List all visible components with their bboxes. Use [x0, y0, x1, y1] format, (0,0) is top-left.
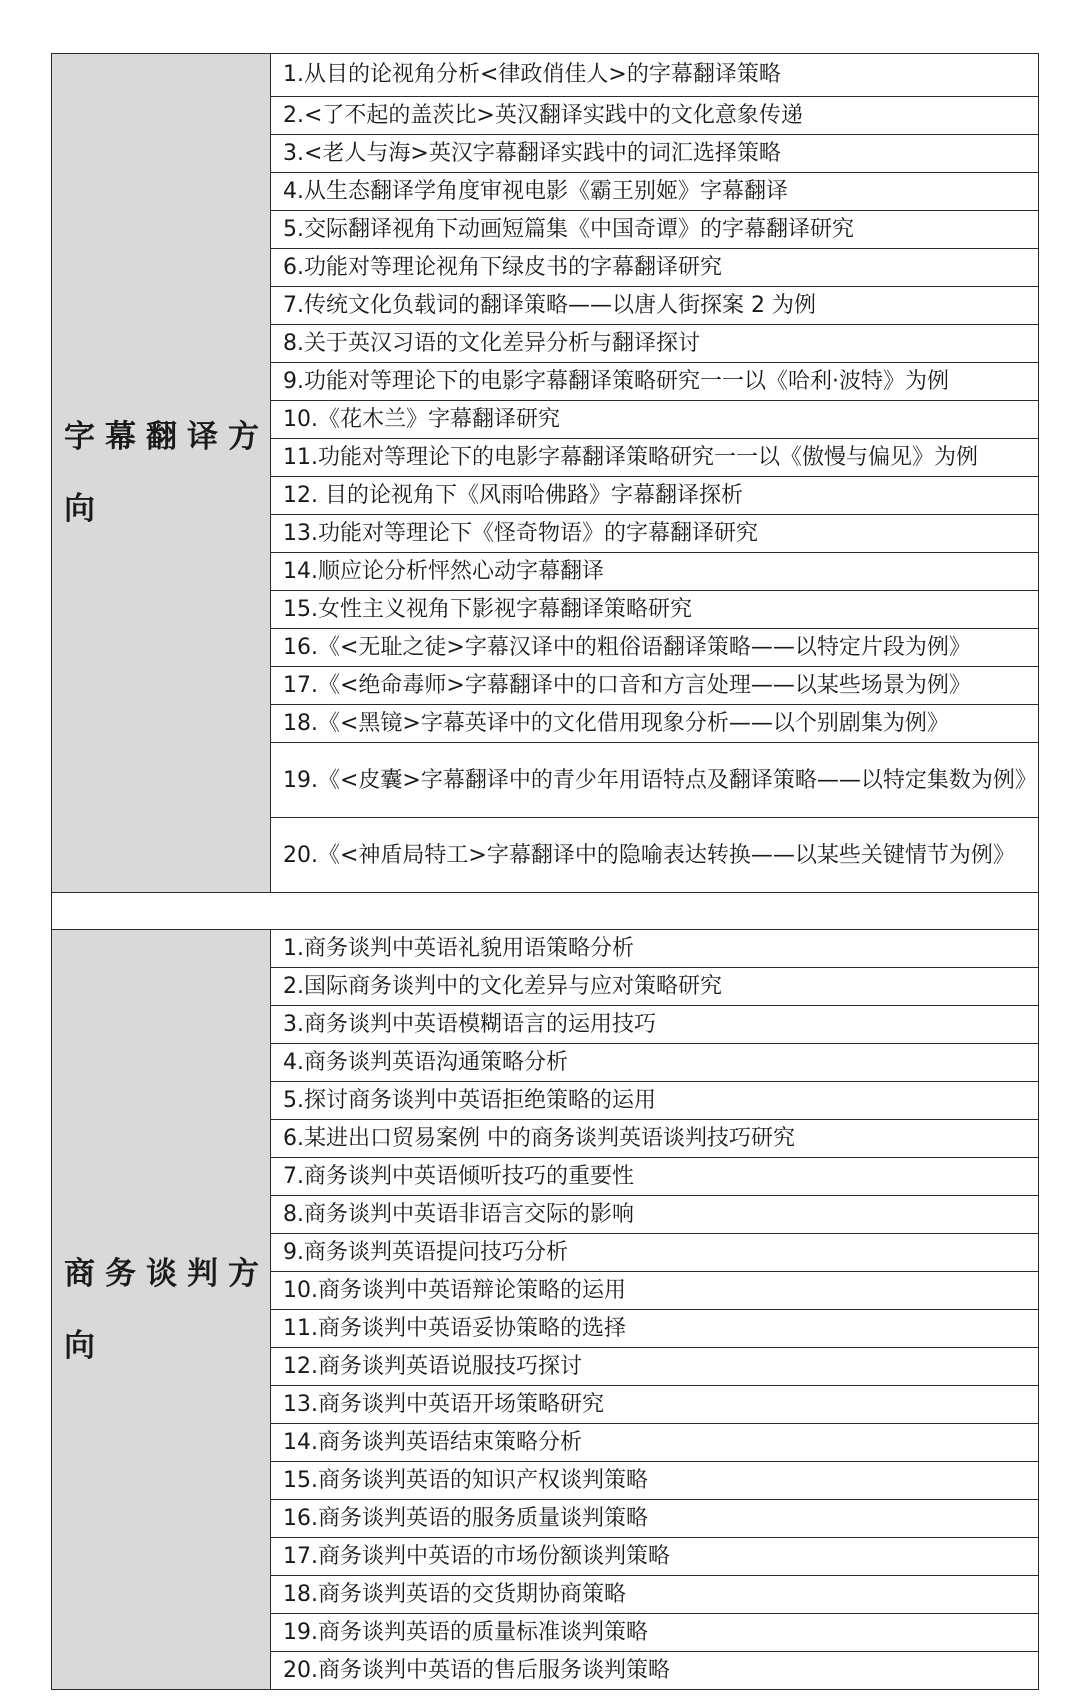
topic-item: 15.女性主义视角下影视字幕翻译策略研究 [271, 591, 1039, 629]
topic-item: 18.《<黑镜>字幕英译中的文化借用现象分析——以个别剧集为例》 [271, 705, 1039, 743]
topic-item: 10.商务谈判中英语辩论策略的运用 [271, 1272, 1039, 1310]
topic-item: 1.从目的论视角分析<律政俏佳人>的字幕翻译策略 [271, 54, 1039, 97]
topic-item: 7.商务谈判中英语倾听技巧的重要性 [271, 1158, 1039, 1196]
topic-item: 15.商务谈判英语的知识产权谈判策略 [271, 1462, 1039, 1500]
topic-item: 4.从生态翻译学角度审视电影《霸王别姬》字幕翻译 [271, 173, 1039, 211]
topic-item: 2.国际商务谈判中的文化差异与应对策略研究 [271, 968, 1039, 1006]
topic-item: 8.商务谈判中英语非语言交际的影响 [271, 1196, 1039, 1234]
topic-item: 12. 目的论视角下《风雨哈佛路》字幕翻译探析 [271, 477, 1039, 515]
topic-item: 12.商务谈判英语说服技巧探讨 [271, 1348, 1039, 1386]
category-business-negotiation: 商务谈判方向 [52, 930, 271, 1690]
topic-item: 9.商务谈判英语提问技巧分析 [271, 1234, 1039, 1272]
topic-item: 1.商务谈判中英语礼貌用语策略分析 [271, 930, 1039, 968]
topic-item: 19.商务谈判英语的质量标准谈判策略 [271, 1614, 1039, 1652]
topic-item: 20.商务谈判中英语的售后服务谈判策略 [271, 1652, 1039, 1690]
topic-item: 3.<老人与海>英汉字幕翻译实践中的词汇选择策略 [271, 135, 1039, 173]
category-subtitle-translation: 字幕翻译方向 [52, 54, 271, 893]
topic-item: 16.商务谈判英语的服务质量谈判策略 [271, 1500, 1039, 1538]
topic-item: 6.功能对等理论视角下绿皮书的字幕翻译研究 [271, 249, 1039, 287]
topic-item: 17.《<绝命毒师>字幕翻译中的口音和方言处理——以某些场景为例》 [271, 667, 1039, 705]
topic-item: 20.《<神盾局特工>字幕翻译中的隐喻表达转换——以某些关键情节为例》 [271, 818, 1039, 893]
topic-item: 18.商务谈判英语的交货期协商策略 [271, 1576, 1039, 1614]
topic-item: 14.商务谈判英语结束策略分析 [271, 1424, 1039, 1462]
spacer-cell [52, 893, 1039, 930]
table-row [52, 54, 1039, 97]
topic-item: 9.功能对等理论下的电影字幕翻译策略研究一一以《哈利·波特》为例 [271, 363, 1039, 401]
topic-item: 4.商务谈判英语沟通策略分析 [271, 1044, 1039, 1082]
topic-item: 5.探讨商务谈判中英语拒绝策略的运用 [271, 1082, 1039, 1120]
topic-item: 11.商务谈判中英语妥协策略的选择 [271, 1310, 1039, 1348]
table-row [52, 930, 1039, 968]
topic-item: 17.商务谈判中英语的市场份额谈判策略 [271, 1538, 1039, 1576]
section-spacer [52, 893, 1039, 930]
topics-table-body [52, 54, 1039, 1690]
topic-item: 7.传统文化负载词的翻译策略——以唐人街探案 2 为例 [271, 287, 1039, 325]
topic-item: 6.某进出口贸易案例 中的商务谈判英语谈判技巧研究 [271, 1120, 1039, 1158]
topic-item: 19.《<皮囊>字幕翻译中的青少年用语特点及翻译策略——以特定集数为例》 [271, 743, 1039, 818]
topic-item: 13.功能对等理论下《怪奇物语》的字幕翻译研究 [271, 515, 1039, 553]
topics-table [51, 53, 1039, 1690]
topic-item: 8.关于英汉习语的文化差异分析与翻译探讨 [271, 325, 1039, 363]
topic-item: 10.《花木兰》字幕翻译研究 [271, 401, 1039, 439]
topic-item: 13.商务谈判中英语开场策略研究 [271, 1386, 1039, 1424]
topic-item: 5.交际翻译视角下动画短篇集《中国奇谭》的字幕翻译研究 [271, 211, 1039, 249]
topic-item: 2.<了不起的盖茨比>英汉翻译实践中的文化意象传递 [271, 97, 1039, 135]
topic-item: 3.商务谈判中英语模糊语言的运用技巧 [271, 1006, 1039, 1044]
topic-item: 16.《<无耻之徒>字幕汉译中的粗俗语翻译策略——以特定片段为例》 [271, 629, 1039, 667]
topic-item: 14.顺应论分析怦然心动字幕翻译 [271, 553, 1039, 591]
topic-item: 11.功能对等理论下的电影字幕翻译策略研究一一以《傲慢与偏见》为例 [271, 439, 1039, 477]
